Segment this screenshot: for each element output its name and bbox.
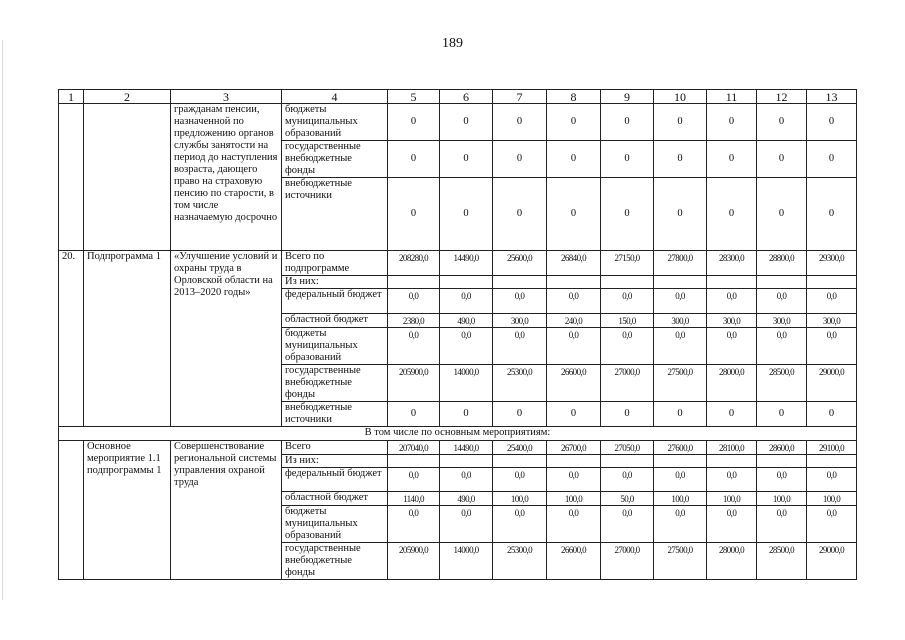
value-cell: 0,0 — [388, 289, 440, 314]
value-cell: 490,0 — [440, 314, 493, 328]
value-cell — [493, 455, 547, 468]
funding-source-cell: государственные внебюджетные фонды — [282, 543, 388, 580]
value-cell — [707, 276, 757, 289]
value-cell — [807, 455, 857, 468]
value-cell: 205900,0 — [388, 543, 440, 580]
header-cell: 10 — [654, 90, 707, 104]
value-cell: 0 — [601, 141, 654, 178]
funding-source-cell: Всего по подпрограмме — [282, 251, 388, 276]
header-cell: 11 — [707, 90, 757, 104]
value-cell: 0,0 — [654, 506, 707, 543]
value-cell: 0 — [757, 104, 807, 141]
funding-source-cell: федеральный бюджет — [282, 289, 388, 314]
value-cell: 27500,0 — [654, 365, 707, 402]
header-cell: 1 — [59, 90, 84, 104]
value-cell: 0,0 — [440, 506, 493, 543]
row-number-cell — [59, 441, 84, 580]
value-cell: 100,0 — [757, 492, 807, 506]
value-cell — [388, 455, 440, 468]
value-cell: 100,0 — [807, 492, 857, 506]
value-cell: 0,0 — [757, 506, 807, 543]
value-cell: 0,0 — [388, 468, 440, 492]
value-cell: 27500,0 — [654, 543, 707, 580]
value-cell: 14490,0 — [440, 251, 493, 276]
value-cell: 0 — [493, 402, 547, 427]
value-cell: 0,0 — [654, 289, 707, 314]
row-number-cell — [59, 104, 84, 251]
value-cell: 0,0 — [807, 468, 857, 492]
value-cell: 0,0 — [547, 468, 601, 492]
separator-row — [59, 427, 857, 441]
value-cell: 26600,0 — [547, 365, 601, 402]
value-cell: 0 — [654, 141, 707, 178]
value-cell: 0 — [388, 141, 440, 178]
funding-source-cell: федеральный бюджет — [282, 468, 388, 492]
value-cell: 205900,0 — [388, 365, 440, 402]
value-cell: 1140,0 — [388, 492, 440, 506]
funding-source-cell: внебюджетные источники — [282, 178, 388, 251]
header-cell: 2 — [84, 90, 171, 104]
value-cell: 0,0 — [388, 506, 440, 543]
value-cell: 0,0 — [757, 468, 807, 492]
funding-source-cell: Из них: — [282, 276, 388, 289]
header-cell: 7 — [493, 90, 547, 104]
value-cell — [601, 276, 654, 289]
value-cell: 0,0 — [807, 289, 857, 314]
value-cell: 0,0 — [440, 289, 493, 314]
value-cell: 28300,0 — [707, 251, 757, 276]
header-cell: 13 — [807, 90, 857, 104]
value-cell — [440, 276, 493, 289]
value-cell: 240,0 — [547, 314, 601, 328]
value-cell: 27050,0 — [601, 441, 654, 455]
value-cell — [547, 455, 601, 468]
table-body — [59, 90, 857, 580]
value-cell: 0 — [807, 178, 857, 251]
funding-source-cell: внебюджетные источники — [282, 402, 388, 427]
value-cell: 26600,0 — [547, 543, 601, 580]
value-cell: 14490,0 — [440, 441, 493, 455]
header-cell: 12 — [757, 90, 807, 104]
value-cell: 25600,0 — [493, 251, 547, 276]
value-cell — [440, 455, 493, 468]
value-cell: 27600,0 — [654, 441, 707, 455]
value-cell: 0 — [601, 104, 654, 141]
value-cell: 0,0 — [547, 328, 601, 365]
value-cell: 26700,0 — [547, 441, 601, 455]
value-cell — [757, 276, 807, 289]
value-cell — [388, 276, 440, 289]
funding-source-cell: бюджеты муниципальных образований — [282, 104, 388, 141]
table-row — [59, 104, 857, 141]
value-cell: 0 — [388, 104, 440, 141]
description-cell: Совершенствование региональной системы управления охраной труда — [171, 441, 282, 580]
value-cell — [654, 455, 707, 468]
value-cell: 14000,0 — [440, 543, 493, 580]
description-cell: гражданам пенсии, назначенной по предложению органов службы занятости на период до наступления возраста, дающего право на страховую пенсию по старости, в том числе назначаемую досрочно — [171, 104, 282, 251]
page-number: 189 — [442, 36, 463, 51]
value-cell — [654, 276, 707, 289]
value-cell: 26840,0 — [547, 251, 601, 276]
value-cell: 0 — [807, 402, 857, 427]
header-cell: 8 — [547, 90, 601, 104]
funding-source-cell: бюджеты муниципальных образований — [282, 328, 388, 365]
value-cell: 207040,0 — [388, 441, 440, 455]
value-cell: 0,0 — [757, 289, 807, 314]
value-cell: 25400,0 — [493, 441, 547, 455]
value-cell: 0 — [707, 104, 757, 141]
value-cell: 0,0 — [493, 289, 547, 314]
value-cell: 100,0 — [547, 492, 601, 506]
value-cell — [707, 455, 757, 468]
value-cell: 0,0 — [601, 328, 654, 365]
value-cell: 0 — [807, 141, 857, 178]
program-cell: Основное мероприятие 1.1 подпрограммы 1 — [84, 441, 171, 580]
header-cell: 9 — [601, 90, 654, 104]
value-cell: 0 — [440, 141, 493, 178]
value-cell: 28000,0 — [707, 365, 757, 402]
value-cell: 28100,0 — [707, 441, 757, 455]
value-cell: 0,0 — [493, 328, 547, 365]
value-cell: 29000,0 — [807, 543, 857, 580]
funding-source-cell: областной бюджет — [282, 314, 388, 328]
value-cell — [547, 276, 601, 289]
value-cell: 0 — [807, 104, 857, 141]
header-cell: 5 — [388, 90, 440, 104]
funding-source-cell: областной бюджет — [282, 492, 388, 506]
value-cell: 27150,0 — [601, 251, 654, 276]
value-cell: 28000,0 — [707, 543, 757, 580]
value-cell: 0,0 — [654, 468, 707, 492]
value-cell: 28500,0 — [757, 543, 807, 580]
value-cell — [807, 276, 857, 289]
value-cell: 300,0 — [807, 314, 857, 328]
value-cell: 0 — [601, 402, 654, 427]
value-cell: 0,0 — [807, 506, 857, 543]
value-cell: 0,0 — [388, 328, 440, 365]
value-cell: 25300,0 — [493, 543, 547, 580]
header-cell: 3 — [171, 90, 282, 104]
value-cell: 0 — [547, 141, 601, 178]
value-cell: 0 — [440, 104, 493, 141]
value-cell: 0 — [707, 178, 757, 251]
value-cell: 27000,0 — [601, 365, 654, 402]
table-row — [59, 251, 857, 276]
value-cell: 0 — [440, 402, 493, 427]
value-cell: 100,0 — [493, 492, 547, 506]
value-cell: 25300,0 — [493, 365, 547, 402]
value-cell: 0,0 — [707, 328, 757, 365]
value-cell: 0 — [654, 104, 707, 141]
funding-source-cell: государственные внебюджетные фонды — [282, 365, 388, 402]
value-cell: 0 — [601, 178, 654, 251]
value-cell: 300,0 — [654, 314, 707, 328]
value-cell: 0 — [757, 178, 807, 251]
value-cell: 490,0 — [440, 492, 493, 506]
funding-source-cell: Всего — [282, 441, 388, 455]
row-number-cell: 20. — [59, 251, 84, 427]
value-cell: 300,0 — [493, 314, 547, 328]
value-cell: 0,0 — [654, 328, 707, 365]
value-cell: 0 — [547, 104, 601, 141]
funding-source-cell: государственные внебюджетные фонды — [282, 141, 388, 178]
value-cell: 0,0 — [601, 468, 654, 492]
value-cell — [493, 276, 547, 289]
program-cell: Подпрограмма 1 — [84, 251, 171, 427]
value-cell: 28600,0 — [757, 441, 807, 455]
value-cell: 300,0 — [707, 314, 757, 328]
funding-source-cell: бюджеты муниципальных образований — [282, 506, 388, 543]
value-cell: 0 — [757, 402, 807, 427]
budget-table — [58, 89, 857, 580]
value-cell: 0,0 — [440, 468, 493, 492]
value-cell: 0 — [654, 402, 707, 427]
value-cell: 100,0 — [654, 492, 707, 506]
value-cell — [601, 455, 654, 468]
value-cell: 0,0 — [601, 506, 654, 543]
value-cell: 300,0 — [757, 314, 807, 328]
value-cell: 0 — [654, 178, 707, 251]
program-cell — [84, 104, 171, 251]
description-cell: «Улучшение условий и охраны труда в Орловской области на 2013–2020 годы» — [171, 251, 282, 427]
value-cell: 0 — [757, 141, 807, 178]
value-cell: 0 — [493, 104, 547, 141]
value-cell: 0 — [547, 178, 601, 251]
value-cell: 14000,0 — [440, 365, 493, 402]
value-cell: 0 — [707, 141, 757, 178]
value-cell: 0 — [547, 402, 601, 427]
value-cell: 0 — [388, 402, 440, 427]
funding-source-cell: Из них: — [282, 455, 388, 468]
value-cell: 0 — [707, 402, 757, 427]
value-cell: 100,0 — [707, 492, 757, 506]
value-cell: 0,0 — [547, 506, 601, 543]
value-cell: 150,0 — [601, 314, 654, 328]
value-cell: 0 — [493, 141, 547, 178]
value-cell: 0 — [493, 178, 547, 251]
value-cell: 50,0 — [601, 492, 654, 506]
value-cell: 0,0 — [707, 289, 757, 314]
value-cell: 2380,0 — [388, 314, 440, 328]
value-cell: 0,0 — [707, 468, 757, 492]
value-cell: 29100,0 — [807, 441, 857, 455]
separator-cell: В том числе по основным мероприятиям: — [59, 427, 857, 441]
header-cell: 6 — [440, 90, 493, 104]
value-cell: 0,0 — [707, 506, 757, 543]
value-cell: 0 — [388, 178, 440, 251]
value-cell — [757, 455, 807, 468]
value-cell: 0 — [440, 178, 493, 251]
value-cell: 27000,0 — [601, 543, 654, 580]
value-cell: 27800,0 — [654, 251, 707, 276]
value-cell: 0,0 — [440, 328, 493, 365]
value-cell: 0,0 — [547, 289, 601, 314]
value-cell: 29300,0 — [807, 251, 857, 276]
value-cell: 28500,0 — [757, 365, 807, 402]
table-row — [59, 441, 857, 455]
header-row — [59, 90, 857, 104]
value-cell: 28800,0 — [757, 251, 807, 276]
scan-edge-line — [2, 40, 3, 600]
value-cell: 0,0 — [601, 289, 654, 314]
value-cell: 208280,0 — [388, 251, 440, 276]
value-cell: 0,0 — [807, 328, 857, 365]
value-cell: 0,0 — [757, 328, 807, 365]
value-cell: 29000,0 — [807, 365, 857, 402]
value-cell: 0,0 — [493, 468, 547, 492]
header-cell: 4 — [282, 90, 388, 104]
value-cell: 0,0 — [493, 506, 547, 543]
